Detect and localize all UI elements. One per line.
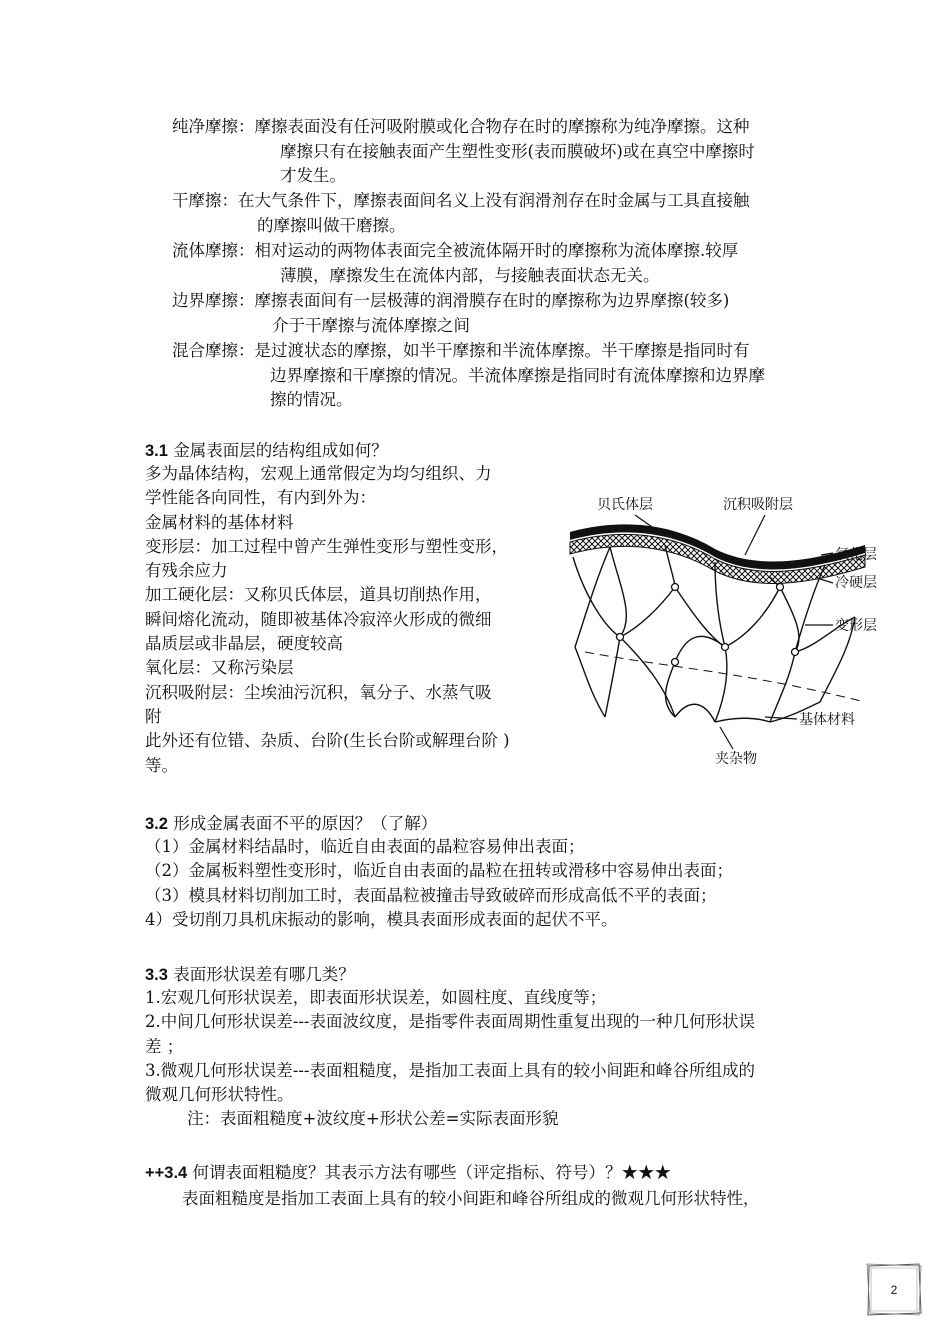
body-line: 差 ；: [145, 1036, 184, 1056]
body-line: 2.中间几何形状误差---表面波纹度，是指零件表面周期性重复出现的一种几何形状误: [145, 1012, 755, 1032]
section-3-4-heading: [145, 1159, 671, 1183]
definition-line: 混合摩擦：是过渡状态的摩擦，如半干摩擦和半流体摩擦。半干摩擦是指同时有: [172, 341, 750, 360]
body-line: 有残余应力: [145, 561, 228, 581]
section-3-4-body: 表面粗糙度是指加工表面上具有的较小间距和峰谷所组成的微观几何形状特性，: [182, 1189, 760, 1208]
definition-line: 纯净摩擦：摩擦表面没有任河吸附膜或化合物存在时的摩擦称为纯净摩擦。这种: [172, 117, 750, 136]
definition-line: 流体摩擦：相对运动的两物体表面完全被流体隔开时的摩擦称为流体摩擦.较厚: [172, 241, 739, 260]
label-deposit-layer: 沉积吸附层: [723, 497, 793, 513]
definition-line: 摩擦只有在接触表面产生塑性变形(表而膜破坏)或在真空中摩擦时: [280, 141, 755, 161]
label-deformation-layer: 变形层: [835, 618, 877, 634]
body-line: 学性能各向同性，有内到外为：: [145, 488, 376, 508]
label-inclusion: 夹杂物: [715, 751, 757, 767]
section-3-2-body: [145, 835, 733, 932]
label-bainite-layer: 贝氏体层: [597, 497, 653, 513]
definition-mixed-friction: [172, 339, 852, 413]
body-line: 3.微观几何形状误差---表面粗糙度，是指加工表面上具有的较小间距和峰谷所组成的: [145, 1060, 755, 1080]
body-line: 瞬间熔化流动，随即被基体冷寂淬火形成的微细: [145, 609, 492, 629]
definition-line: 薄膜，摩擦发生在流体内部，与接触表面状态无关。: [280, 265, 660, 285]
section-number: 3.2: [145, 815, 168, 833]
definition-fluid-friction: [172, 239, 852, 288]
section-3-3-heading: [145, 961, 355, 985]
body-line: 此外还有位错、杂质、台阶(生长台阶或解理台阶 ): [145, 731, 510, 751]
definition-line: 的摩擦叫做干磨擦。: [257, 215, 406, 235]
section-title: 表面形状误差有哪几类？: [173, 965, 355, 984]
body-line: 等。: [145, 755, 178, 775]
section-number: 3.3: [145, 966, 168, 984]
definition-dry-friction: [172, 189, 852, 238]
section-number: ++3.4: [145, 1164, 188, 1182]
definition-line: 才发生。: [280, 166, 346, 185]
definition-line: 擦的情况。: [270, 390, 353, 409]
body-line: 变形层：加工过程中曾产生弹性变形与塑性变形，: [145, 536, 508, 556]
body-line: 微观几何形状特性。: [145, 1085, 294, 1105]
boundary-dashed-line: [585, 652, 865, 702]
body-line: 附: [145, 706, 162, 726]
section-3-3-body: [145, 986, 755, 1132]
body-line: 氧化层：又称污染层: [145, 658, 294, 678]
section-3-1-heading: [145, 437, 388, 461]
definition-line: 边界摩擦：摩擦表面间有一层极薄的润滑膜存在时的摩擦称为边界摩擦(较多): [172, 291, 730, 310]
definition-boundary-friction: [172, 289, 852, 338]
section-3-2-heading: [145, 810, 437, 834]
body-line: 沉积吸附层：尘埃油污沉积，氧分子、水蒸气吸: [145, 682, 492, 702]
body-line: 4）受切削刀具机床振动的影响，模具表面形成表面的起伏不平。: [145, 909, 618, 929]
body-line: 多为晶体结构，宏观上通常假定为均匀组织、力: [145, 464, 492, 483]
body-line: 1.宏观几何形状误差，即表面形状误差，如圆柱度、直线度等；: [145, 988, 607, 1007]
definition-line: 边界摩擦和干摩擦的情况。半流体摩擦是指同时有流体摩擦和边界摩: [270, 365, 765, 385]
page-number-box: [865, 1262, 923, 1317]
label-oxide-layer: 氧化层: [835, 547, 877, 563]
section-number: 3.1: [145, 442, 168, 460]
inclusion-dots: [617, 584, 799, 666]
section-title: 何谓表面粗糙度？其表示方法有哪些（评定指标、符号）？★★★: [192, 1163, 671, 1182]
body-line: （1）金属材料结晶时，临近自由表面的晶粒容易伸出表面；: [145, 837, 585, 856]
page-number: 2: [890, 1282, 898, 1297]
body-line: 加工硬化层：又称贝氏体层，道具切削热作用，: [145, 585, 492, 605]
definition-line: 干摩擦：在大气条件下，摩擦表面间名义上没有润滑剂存在时金属与工具直接触: [172, 191, 750, 210]
body-line: （2）金属板料塑性变形时，临近自由表面的晶粒在扭转或滑移中容易伸出表面；: [145, 861, 733, 881]
section-title: 形成金属表面不平的原因？（了解）: [173, 814, 438, 833]
note-line: 注：表面粗糙度+波纹度+形状公差=实际表面形貌: [187, 1109, 559, 1129]
definition-pure-friction: [172, 115, 852, 189]
body-line: 金属材料的基体材料: [145, 512, 294, 532]
label-cold-hardened-layer: 冷硬层: [835, 575, 877, 591]
surface-layer-diagram: [565, 487, 885, 772]
body-line: （3）模具材料切削加工时，表面晶粒被撞击导致破碎而形成高低不平的表面；: [145, 885, 717, 905]
definition-line: 介于干摩擦与流体摩擦之间: [272, 315, 470, 335]
label-base-material: 基体材料: [799, 712, 855, 728]
section-title: 金属表面层的结构组成如何？: [173, 441, 388, 460]
body-line: 晶质层或非晶层，硬度较高: [145, 634, 343, 654]
section-3-1-body: [145, 462, 510, 778]
